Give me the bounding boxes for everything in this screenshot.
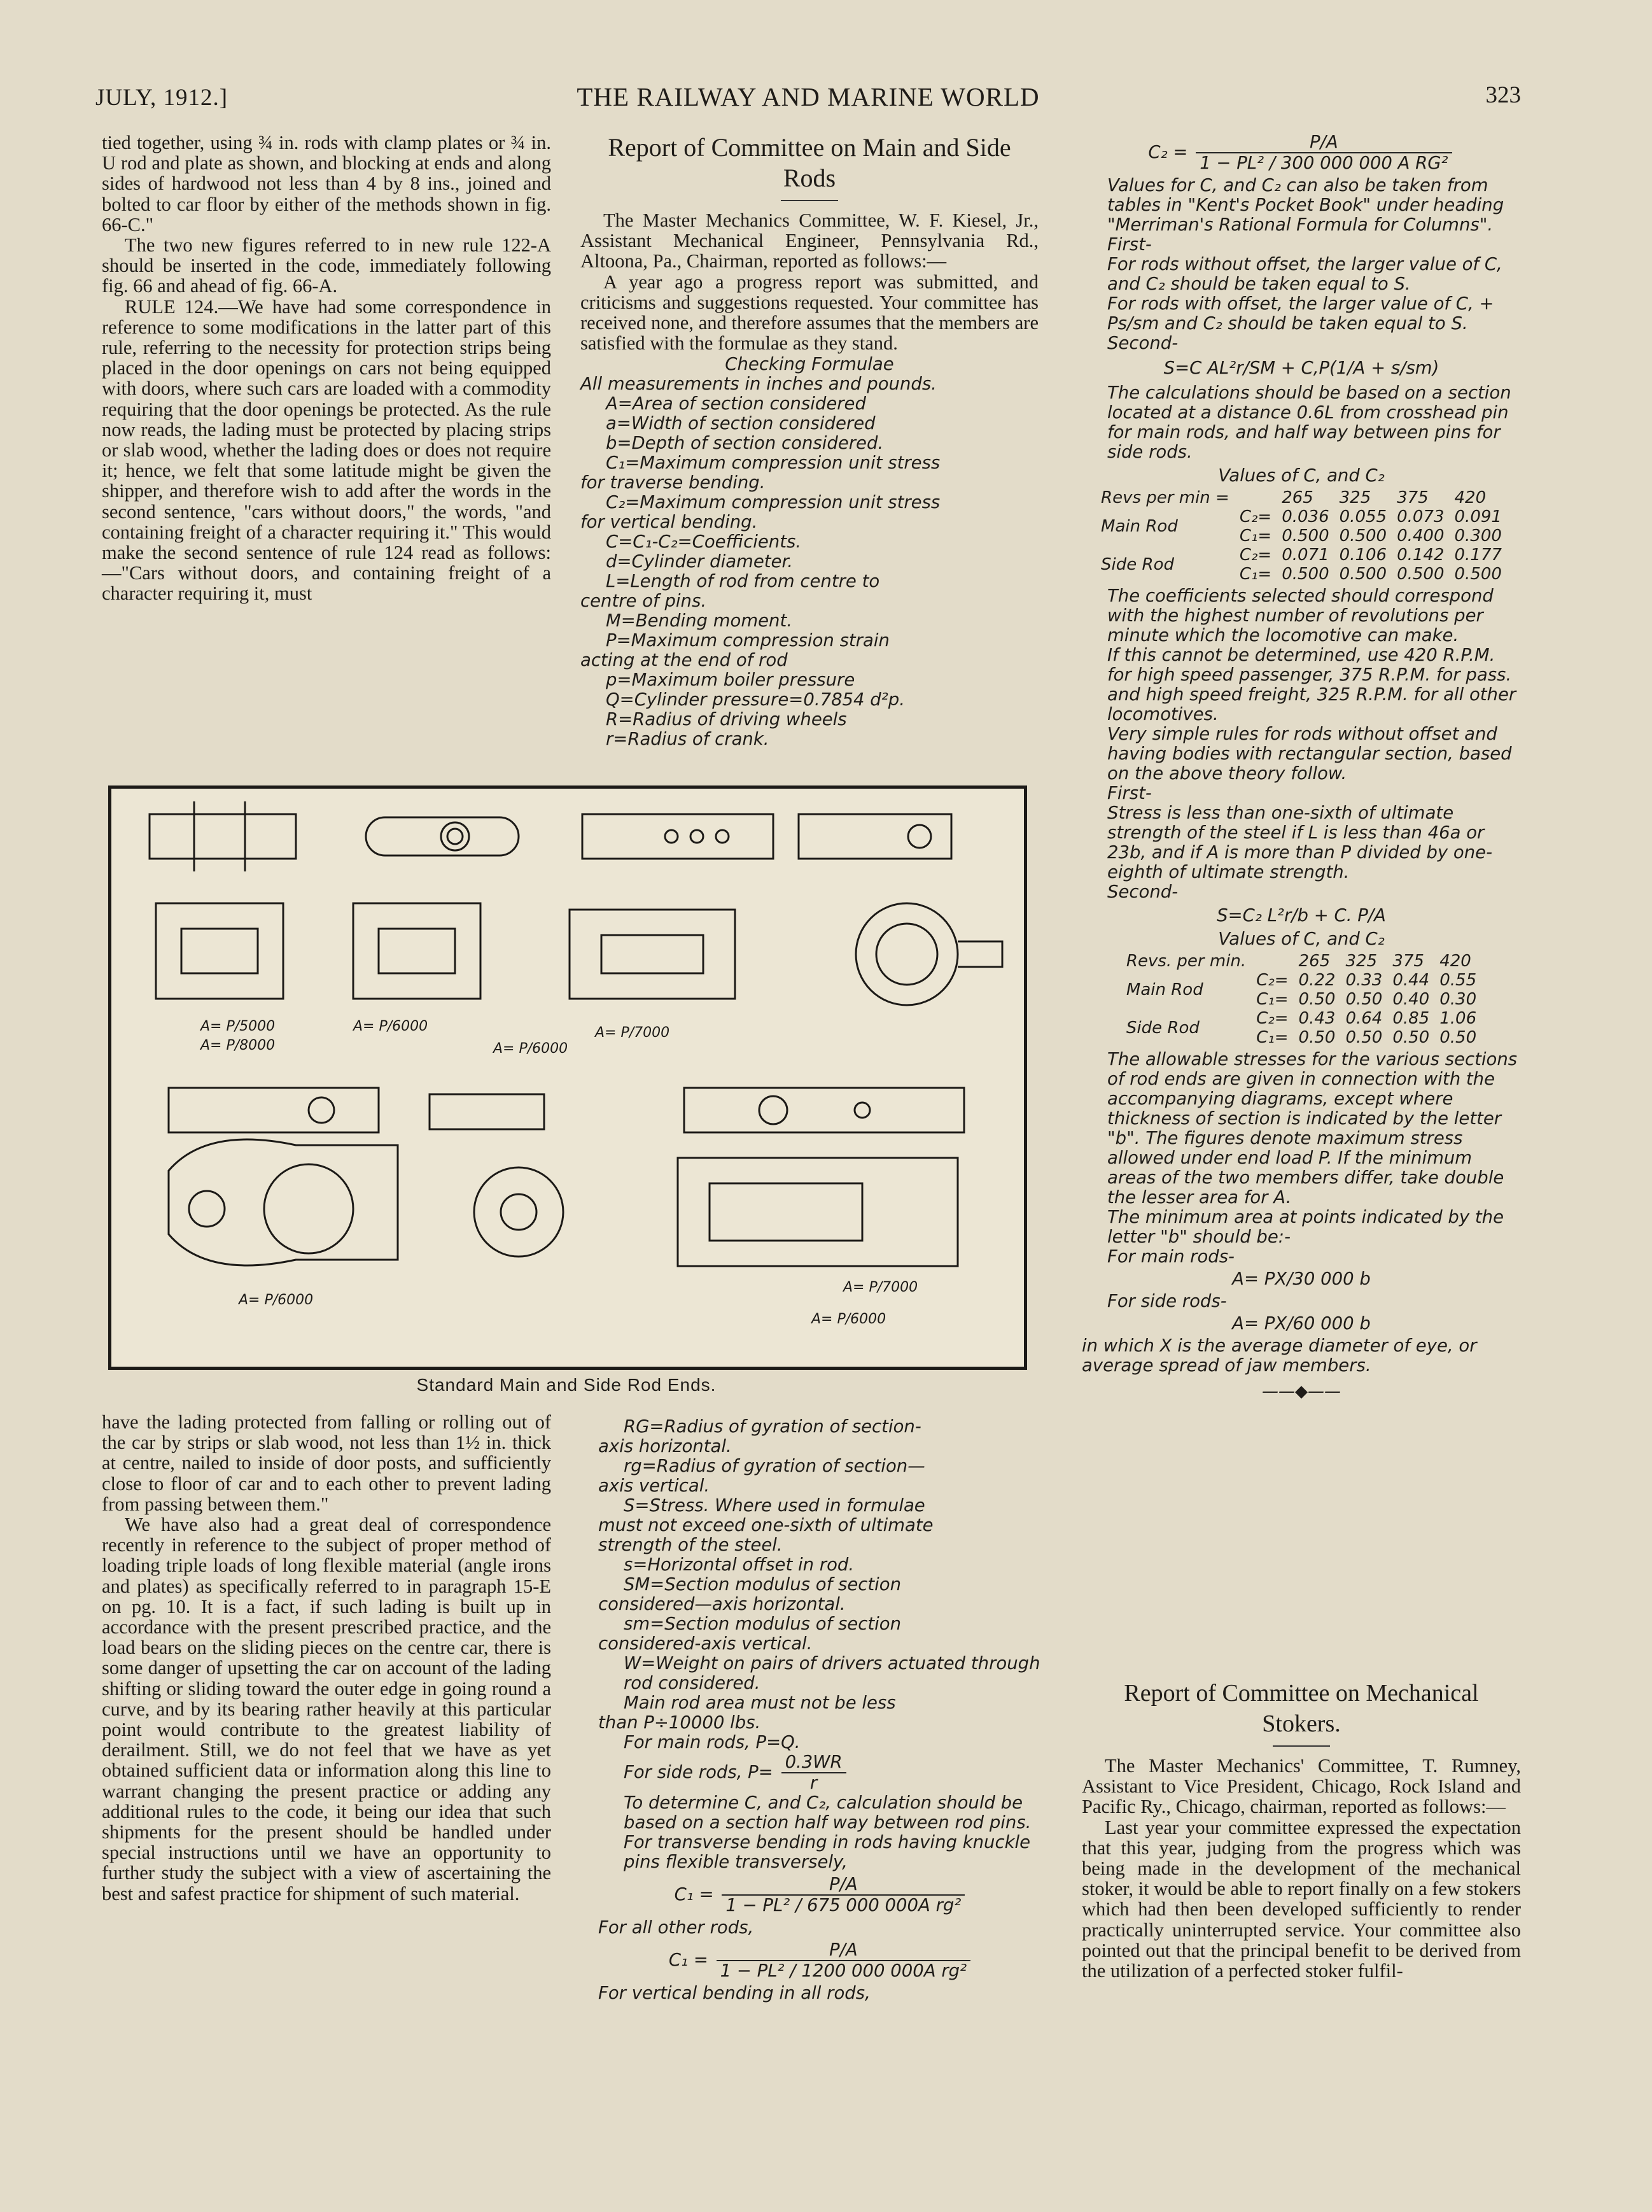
table-row: C₁= 0.50 0.50 0.50 0.50: [1256, 1028, 1477, 1047]
hand-line: must not exceed one-sixth of ultimate: [598, 1515, 934, 1535]
column-2-top: [580, 132, 1039, 749]
hand-line: for traverse bending.: [580, 472, 766, 493]
solid-end-9: [474, 1167, 563, 1257]
hand-line: C₂=Maximum compression unit stress: [606, 492, 941, 513]
title-rule: [781, 200, 838, 201]
hand-line: For side rods-: [1107, 1291, 1227, 1311]
side-rods-formula: For side rods, P= $\frac{0.3WR}{r}$: [598, 1752, 1044, 1793]
column-3-bottom: [1082, 1678, 1521, 1981]
hand-line: axis vertical.: [598, 1476, 710, 1496]
rod-plan-view-4: [799, 814, 951, 859]
table-row: Revs. per min. 265 325 375 420: [1126, 952, 1471, 971]
formula-second: S=C AL²r/SM + C,P(1/A + s/sm): [1163, 358, 1439, 378]
hand-line: rg=Radius of gyration of section—: [624, 1456, 925, 1476]
values-table-2: [1121, 952, 1481, 1047]
hand-line: For main rods-: [1107, 1246, 1235, 1267]
hand-line: b=Depth of section considered.: [606, 433, 884, 454]
rod-plan-view-6: [430, 1094, 544, 1129]
hand-line: centre of pins.: [580, 591, 707, 612]
table-row: Side Rod C₂= 0.43 0.64 0.85 1.06: [1126, 1009, 1477, 1038]
area-label: A= P/5000: [200, 1018, 276, 1034]
hand-paragraph: The coefficients selected should correspond with the highest number of revolutions per minute which the locomotive can make.: [1107, 586, 1494, 645]
hand-paragraph: The allowable stresses for the various sections of rod ends are given in connection with the accompanying diagrams, except where thickness of section is indicated by the letter "b". The figures denote maximum stress allowed under end load P. If the minimum areas of the two members differ, take double the lesser area for A.: [1107, 1049, 1518, 1208]
table-row: Revs per min = 265 325 375 420: [1101, 488, 1487, 507]
values-table-1: [1096, 488, 1507, 584]
hand-line: S=Stress. Where used in formulae: [624, 1495, 925, 1516]
paragraph: A year ago a progress report was submitted, and criticisms and suggestions requested. Your committee has received none, and therefore assumes that the members are satisfied with the formulae as they stand.: [580, 271, 1039, 355]
hand-line: r=Radius of crank.: [606, 729, 769, 750]
handwritten-formulae: [580, 355, 1039, 749]
formula-side-rods: A= PX/60 000 b: [1232, 1313, 1371, 1334]
hand-paragraph: For rods with offset, the larger value of C, + Ps/sm and C₂ should be taken equal to S.: [1107, 293, 1494, 334]
paragraph: have the lading protected from falling or rolling out of the car by strips or slab wood, not less than 1½ in. thick at centre, nailed to inside of door posts, and sufficiently close to floor of car and to each other to prevent lading from passing between them.": [102, 1411, 551, 1515]
table-row: C₁= 0.500 0.500 0.400 0.300: [1239, 526, 1502, 546]
hand-line: RG=Radius of gyration of section-: [624, 1416, 921, 1437]
formula-main-rods: A= PX/30 000 b: [1232, 1269, 1371, 1289]
solid-end-4: [856, 903, 958, 1005]
hand-line: Second-: [1107, 333, 1179, 353]
hand-line: axis horizontal.: [598, 1436, 732, 1456]
section-divider: ——◆——: [1262, 1382, 1341, 1401]
strap-end-2: [353, 903, 480, 999]
table-row: Main Rod C₂= 0.036 0.055 0.073 0.091: [1101, 507, 1502, 536]
page-header: [95, 81, 1521, 126]
area-label: A= P/6000: [811, 1311, 886, 1327]
hand-line: For all other rods,: [598, 1917, 754, 1938]
column-3-top: [1082, 132, 1521, 1408]
hand-line: First-: [1107, 234, 1152, 255]
fraction: $\frac{P/A}{\text{1 − PL² / 675 000 000A rg²}}$: [722, 1875, 965, 1915]
hand-paragraph: For transverse bending in rods having knuckle pins flexible transversely,: [624, 1832, 1031, 1872]
paragraph: The Master Mechanics' Committee, T. Rumney, Assistant to Vice President, Chicago, Rock Island and Pacific Ry., Chicago, chairman, reported as follows:—: [1082, 1755, 1521, 1818]
rod-ends-drawing: [111, 789, 1024, 1367]
table-row: C₁= 0.500 0.500 0.500 0.500: [1239, 565, 1502, 584]
hand-line: considered-axis vertical.: [598, 1633, 813, 1654]
hand-line: d=Cylinder diameter.: [606, 551, 793, 572]
c1-formula-a: C₁ = $\frac{P/A}{\text{1 − PL² / 675 000 000A rg²}}$: [598, 1875, 1044, 1915]
fraction: $\frac{P/A}{\text{1 − PL² / 300 000 000 A RG²}}$: [1196, 132, 1452, 173]
table-title: Values of C, and C₂: [1218, 465, 1385, 486]
hand-line: C₁=Maximum compression unit stress: [606, 453, 941, 474]
table-row: C₁= 0.50 0.50 0.40 0.30: [1256, 990, 1477, 1009]
hand-line: For main rods, P=Q.: [624, 1732, 801, 1752]
strap-end-10: [678, 1158, 958, 1266]
hand-line: First-: [1107, 783, 1152, 803]
table-row: Side Rod C₂= 0.071 0.106 0.142 0.177: [1101, 546, 1502, 574]
section-title: Report of Committee on Mechanical Stokers.: [1124, 1680, 1479, 1737]
section-title: Report of Committee on Main and Side Rods: [608, 133, 1011, 192]
paragraph: RULE 124.—We have had some correspondence in reference to some modifications in the latter part of this rule, referring to the necessity for protection strips being placed in the door openings on cars not being equipped with doors, where such cars are loaded with a commodity requiring that the door openings be protected. As the rule now reads, the lading must be protected by placing strips or slab wood, whether the lading does or does not require it; hence, we felt that some latitude might be given the shipper, and therefore wish to add after the words in the second sentence, "cars without doors," the words, "and containing freight of a character requiring it." This would make the second sentence of rule 124 read as follows:—"Cars without doors, and containing freight of a character requiring it, must: [102, 295, 551, 605]
hand-paragraph: The minimum area at points indicated by the letter "b" should be:-: [1107, 1207, 1504, 1247]
hand-line: M=Bending moment.: [606, 610, 792, 631]
hand-line: acting at the end of rod: [580, 650, 788, 671]
hand-paragraph: The calculations should be based on a section located at a distance 0.6L from crosshead pin for main rods, and half way between pins for side rods.: [1107, 383, 1511, 462]
hand-paragraph: If this cannot be determined, use 420 R.P.M. for high speed passenger, 375 R.P.M. for pass. and high speed freight, 325 R.P.M. for all other locomotives.: [1107, 645, 1516, 724]
issue-date: JULY, 1912.]: [95, 85, 228, 111]
rod-plan-view-7: [684, 1088, 964, 1132]
fraction: $\frac{P/A}{\text{1 − PL² / 1200 000 000A rg²}}$: [717, 1940, 971, 1981]
paragraph: tied together, using ¾ in. rods with clamp plates or ¾ in. U rod and plate as shown, and blocking at ends and along sides of hardwood not less than 4 by 8 ins., joined and bolted to car floor by either of the methods shown in fig. 66-C.": [102, 132, 551, 236]
strap-end-1: [156, 903, 283, 999]
table-row: Main Rod C₂= 0.22 0.33 0.44 0.55: [1126, 971, 1477, 999]
rod-plan-view-1: [150, 814, 296, 859]
hand-line: sm=Section modulus of section: [624, 1614, 901, 1634]
area-label: A= P/6000: [353, 1018, 428, 1034]
hand-line: Q=Cylinder pressure=0.7854 d²p.: [606, 689, 905, 710]
paragraph: The two new figures referred to in new rule 122-A should be inserted in the code, immediately following fig. 66 and ahead of fig. 66-A.: [102, 234, 551, 297]
area-label: A= P/8000: [200, 1038, 276, 1053]
formula-second-2: S=C₂ L²r/b + C. P/A: [1217, 905, 1386, 926]
journal-title: THE RAILWAY AND MARINE WORLD: [577, 82, 1040, 111]
title-rule: [1273, 1745, 1330, 1747]
hand-paragraph: For rods without offset, the larger value of C, and C₂ should be taken equal to S.: [1107, 254, 1502, 294]
hand-line: For vertical bending in all rods,: [598, 1983, 871, 2003]
area-label: A= P/7000: [595, 1025, 670, 1041]
hand-line: strength of the steel.: [598, 1535, 783, 1555]
rod-plan-view-5: [169, 1088, 379, 1132]
hand-heading: Checking Formulae: [725, 354, 894, 375]
area-label: A= P/6000: [493, 1041, 568, 1057]
hand-line: C=C₁-C₂=Coefficients.: [606, 532, 802, 553]
hand-paragraph: Values for C, and C₂ can also be taken from tables in "Kent's Pocket Book" under heading "Merriman's Rational Formula for Columns".: [1107, 175, 1504, 235]
hand-line: s=Horizontal offset in rod.: [624, 1554, 855, 1575]
hand-line: W=Weight on pairs of drivers actuated through rod considered.: [624, 1653, 1040, 1693]
hand-line: Second-: [1107, 882, 1179, 902]
c2-formula: C₂ = $\frac{P/A}{\text{1 − PL² / 300 000 000 A RG²}}$: [1082, 132, 1521, 173]
hand-line: R=Radius of driving wheels: [606, 709, 847, 730]
hand-line: L=Length of rod from centre to: [606, 571, 880, 592]
column-2-bottom: [598, 1417, 1044, 2003]
hand-line: SM=Section modulus of section: [624, 1574, 902, 1595]
hand-paragraph: Very simple rules for rods without offset and having bodies with rectangular section, based on the above theory follow.: [1107, 724, 1512, 784]
paragraph: The Master Mechanics Committee, W. F. Kiesel, Jr., Assistant Mechanical Engineer, Pennsylvania Rd., Altoona, Pa., Chairman, reported as follows:—: [580, 209, 1039, 272]
hand-line: P=Maximum compression strain: [606, 630, 890, 651]
hand-line: considered—axis horizontal.: [598, 1594, 846, 1614]
solid-end-8: [169, 1139, 398, 1265]
rod-ends-figure: [108, 785, 1027, 1370]
fraction: $\frac{0.3WR}{r}$: [781, 1752, 846, 1793]
hand-line: All measurements in inches and pounds.: [580, 374, 937, 395]
hand-paragraph: To determine C, and C₂, calculation should be based on a section half way between rod pins.: [624, 1793, 1032, 1833]
column-1-top: [102, 132, 551, 604]
hand-paragraph: in which X is the average diameter of eye, or average spread of jaw members.: [1082, 1335, 1477, 1376]
hand-line: a=Width of section considered: [606, 413, 876, 434]
area-label: A= P/6000: [239, 1292, 314, 1308]
hand-line: Main rod area must not be less: [624, 1693, 896, 1713]
hand-paragraph: Stress is less than one-sixth of ultimate strength of the steel if L is less than 46a or 23b, and if A is more than P divided by one-eighth of ultimate strength.: [1107, 803, 1493, 882]
hand-line: p=Maximum boiler pressure: [606, 670, 855, 691]
column-1-bottom: [102, 1412, 551, 1904]
paragraph: We have also had a great deal of correspondence recently in reference to the subject of proper method of loading triple loads of long flexible material (angle irons and plates) as specifically referred to in paragraph 15-E on pg. 10. It is a fact, if such lading is built up in accordance with the present prescribed practice, and the load bears on the sliding pieces on the centre car, there is some danger of upsetting the car on account of the lading shifting or sliding toward the outer edge in going round a curve, and by its bearing rather heavily at this particular point would contribute to the greatest liability of derailment. Still, we do not feel that we have as yet obtained sufficient data or information along this line to warrant changing the present practice or adding any additional rules to the code, it being our idea that such shipments for the present should be handled under special instructions until we have an opportunity to further study the subject with a view of ascertaining the best and safest practice for shipment of such material.: [102, 1514, 551, 1905]
area-label: A= P/7000: [843, 1279, 918, 1295]
c1-formula-b: C₁ = $\frac{P/A}{\text{1 − PL² / 1200 000 000A rg²}}$: [598, 1940, 1044, 1981]
hand-line: A=Area of section considered: [606, 393, 866, 414]
strap-end-3: [570, 910, 735, 999]
table-title: Values of C, and C₂: [1218, 929, 1385, 949]
paragraph: Last year your committee expressed the expectation that this year, judging from the progress which was being made in the development of the mechanical stoker, it would be able to report finally on a few stokers which had then been developed sufficiently to render practically uninterrupted service. Your committee also pointed out that the principal benefit to be derived from the utilization of a perfected stoker fulfil-: [1082, 1816, 1521, 1982]
figure-caption: Standard Main and Side Rod Ends.: [416, 1375, 717, 1395]
page-number: 323: [1485, 82, 1521, 108]
rod-plan-view-2: [366, 817, 519, 856]
hand-line: for vertical bending.: [580, 512, 758, 533]
hand-line: than P÷10000 lbs.: [598, 1712, 761, 1733]
